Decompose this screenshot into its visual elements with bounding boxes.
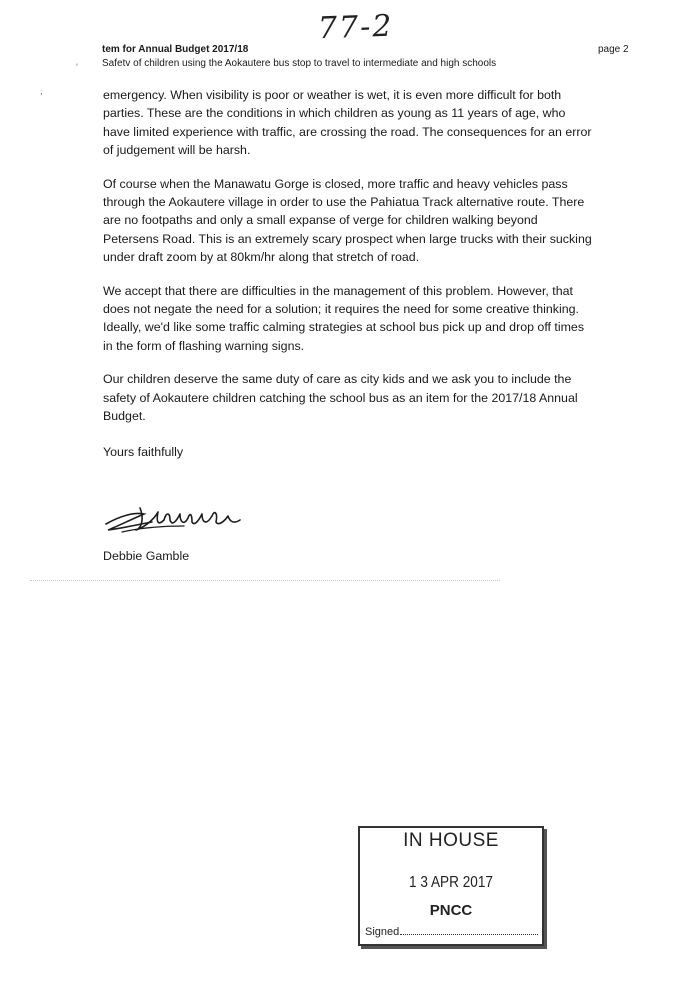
handwritten-signature: [100, 498, 250, 543]
handwritten-reference-mark: 77-2: [317, 8, 394, 47]
stamp-date: 1 3 APR 2017: [409, 874, 493, 891]
body-paragraph: Of course when the Manawatu Gorge is closed, more traffic and heavy vehicles pass through the Aokautere village in order to use the Pahiatua Track alternative route. There are no footpaths and only a small expanse of verge for children walking beyond Petersens Road. This is an extremely scary prospect when large trucks with their sucking under draft zoom by at 80km/hr along that stretch of road.: [103, 176, 592, 265]
stamp-title: IN HOUSE: [403, 830, 499, 851]
received-stamp: [358, 826, 544, 946]
body-paragraph: We accept that there are difficulties in the management of this problem. However, that does not negate the need for a solution; it requires the need for some creative thinking. Ideally, we'd like some traffic calming strategies at school bus pick up and drop off times in the form of flashing warning signs.: [103, 283, 585, 353]
scan-artifact-line: [30, 580, 500, 581]
signer-name: Debbie Gamble: [103, 549, 190, 563]
letter-page: 77-2 tem for Annual Budget 2017/18 Safetv of children using the Aokautere bus stop to travel to intermediate and high schools page 2 ‘ , emergency. When visibility is poor or weather is wet, it is even more difficult for both parties. These are the conditions in which children as young as 11 years of age, who have limited experience with traffic, are crossing the road. The consequences for an error of judgement will be harsh. Of course when the Manawatu Gorge is closed, more traffic and heavy vehicles pass through the Aokautere village in order to use the Pahiatua Track alternative route. There are no footpaths and only a small expanse of verge for children walking beyond Petersens Road. This is an extremely scary prospect when large trucks with their sucking under draft zoom by at 80km/hr along that stretch of road. We accept that there are difficulties in the management of this problem. However, that does not negate the need for a solution; it requires the need for some creative thinking. Ideally, we'd like some traffic calming strategies at school bus pick up and drop off times in the form of flashing warning signs. Our children deserve the same duty of care as city kids and we ask you to include the safety of Aokautere children catching the school bus as an item for the 2017/18 Annual Budget. Yours faithfully Debbie Gamble IN HOUSE 1 3 APR 2017 PNCC Signed: [0, 0, 694, 982]
header-subtitle: Safetv of children using the Aokautere bus stop to travel to intermediate and high schools: [102, 58, 497, 69]
header-title: tem for Annual Budget 2017/18: [102, 44, 249, 55]
stamp-signed-label: Signed: [365, 926, 400, 938]
stamp-organization: PNCC: [429, 902, 473, 919]
closing-line: Yours faithfully: [103, 445, 184, 459]
stamp-signature-dots: [400, 934, 538, 935]
body-paragraph: Our children deserve the same duty of care as city kids and we ask you to include the safety of Aokautere children catching the school bus as an item for the 2017/18 Annual Budget.: [103, 372, 578, 424]
page-number: page 2: [598, 44, 629, 55]
stamp-signed-line: [365, 926, 538, 938]
body-paragraph: emergency. When visibility is poor or weather is wet, it is even more difficult for both parties. These are the conditions in which children as young as 11 years of age, who have limited experience with traffic, are crossing the road. The consequences for an error of judgement will be harsh.: [103, 88, 592, 158]
signature-scribble: [100, 498, 250, 538]
letter-body: [103, 86, 593, 441]
